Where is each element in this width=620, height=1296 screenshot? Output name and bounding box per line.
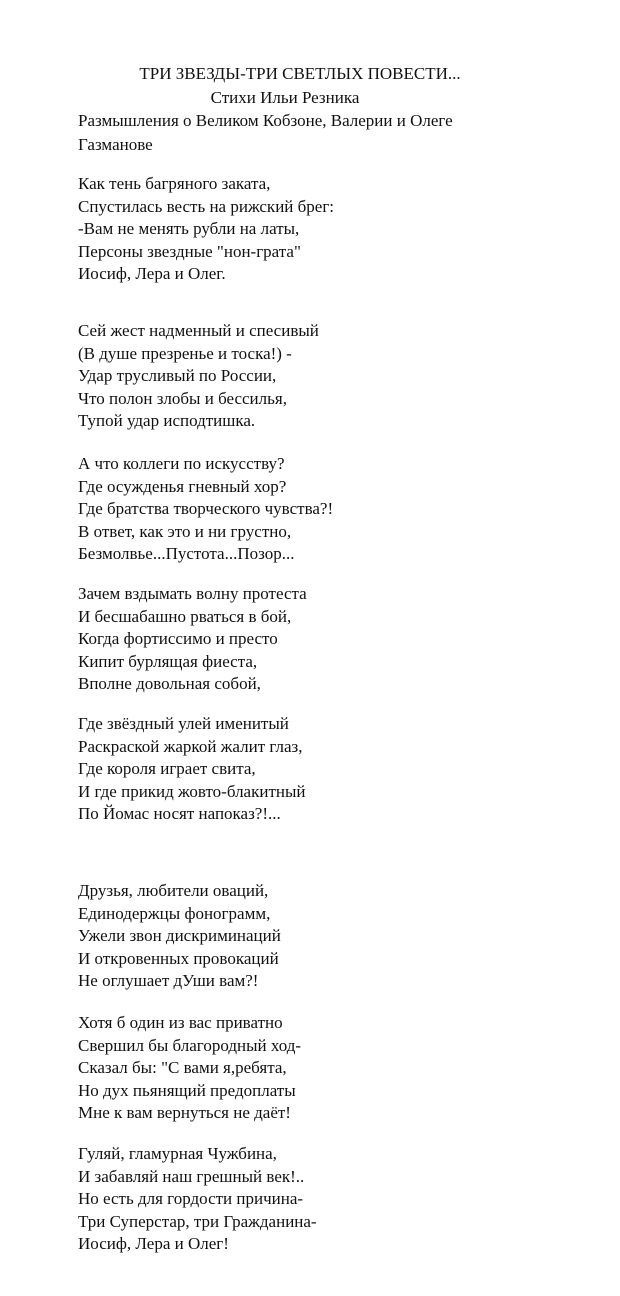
verse-line: Удар трусливый по России,: [78, 366, 277, 386]
verse-line: Хотя б один из вас приватно: [78, 1013, 283, 1032]
verse-line: И откровенных провокаций: [78, 948, 279, 968]
verse-line: Три Суперстар, три Гражданина-: [78, 1211, 317, 1231]
verse-line: Безмолвье...Пустота...Позор...: [78, 544, 295, 564]
stanza-6: [78, 880, 598, 993]
verse-line: Сей жест надменный и спесивый: [78, 321, 319, 340]
verse-line: Иосиф, Лера и Олег!: [78, 1234, 229, 1254]
stanza-3: [78, 453, 598, 566]
verse-line: Раскраской жаркой жалит глаз,: [78, 736, 303, 756]
verse-line: Где осужденья гневный хор?: [78, 476, 287, 496]
subtitle-line: Размышления о Великом Кобзоне, Валерии и Олеге: [78, 111, 453, 130]
stanza-1: [78, 173, 598, 286]
verse-line: Свершил бы благородный ход-: [78, 1035, 302, 1055]
verse-line: Иосиф, Лера и Олег.: [78, 264, 226, 284]
poem-author: Стихи Ильи Резника: [210, 88, 360, 107]
verse-line: В ответ, как это и ни грустно,: [78, 521, 292, 541]
verse-line: И забавляй наш грешный век!..: [78, 1166, 305, 1186]
verse-line: Тупой удар исподтишка.: [78, 411, 256, 431]
verse-line: Персоны звездные "нон-грата": [78, 241, 301, 261]
verse-line: Вполне довольная собой,: [78, 674, 261, 694]
stanza-4: [78, 583, 598, 696]
verse-line: Друзья, любители оваций,: [78, 881, 269, 900]
verse-line: Где короля играет свита,: [78, 759, 256, 779]
verse-line: Но есть для гордости причина-: [78, 1189, 304, 1209]
verse-line: Спустилась весть на рижский брег:: [78, 196, 335, 216]
verse-line: А что коллеги по искусству?: [78, 454, 285, 473]
verse-line: По Йомас носят напоказ?!...: [78, 804, 281, 824]
verse-line: (В душе презренье и тоска!) -: [78, 343, 292, 363]
verse-line: И бесшабашно рваться в бой,: [78, 606, 292, 626]
stanza-2: [78, 320, 598, 433]
verse-line: Мне к вам вернуться не даёт!: [78, 1103, 291, 1123]
verse-line: Сказал бы: "С вами я,ребята,: [78, 1058, 287, 1078]
verse-line: Не оглушает дУши вам?!: [78, 971, 259, 991]
verse-line: Как тень багряного заката,: [78, 174, 271, 193]
verse-line: Кипит бурлящая фиеста,: [78, 651, 258, 671]
stanza-8: [78, 1143, 598, 1256]
verse-line: Зачем вздымать волну протеста: [78, 584, 307, 603]
verse-line: Но дух пьянящий предоплаты: [78, 1080, 296, 1100]
poem-subtitle: [78, 109, 598, 156]
verse-line: Ужели звон дискриминаций: [78, 926, 281, 946]
verse-line: -Вам не менять рубли на латы,: [78, 219, 300, 239]
verse-line: Единодержцы фонограмм,: [78, 903, 271, 923]
verse-line: Где братства творческого чувства?!: [78, 499, 334, 519]
verse-line: Гуляй, гламурная Чужбина,: [78, 1144, 277, 1163]
verse-line: Где звёздный улей именитый: [78, 714, 289, 733]
verse-line: Что полон злобы и бессилья,: [78, 388, 287, 408]
verse-line: Когда фортиссимо и престо: [78, 629, 278, 649]
subtitle-line: Газманове: [78, 134, 153, 154]
stanza-5: [78, 713, 598, 826]
poem-title: ТРИ ЗВЕЗДЫ-ТРИ СВЕТЛЫХ ПОВЕСТИ...: [139, 64, 461, 83]
verse-line: И где прикид жовто-блакитный: [78, 781, 306, 801]
stanza-7: [78, 1012, 598, 1125]
